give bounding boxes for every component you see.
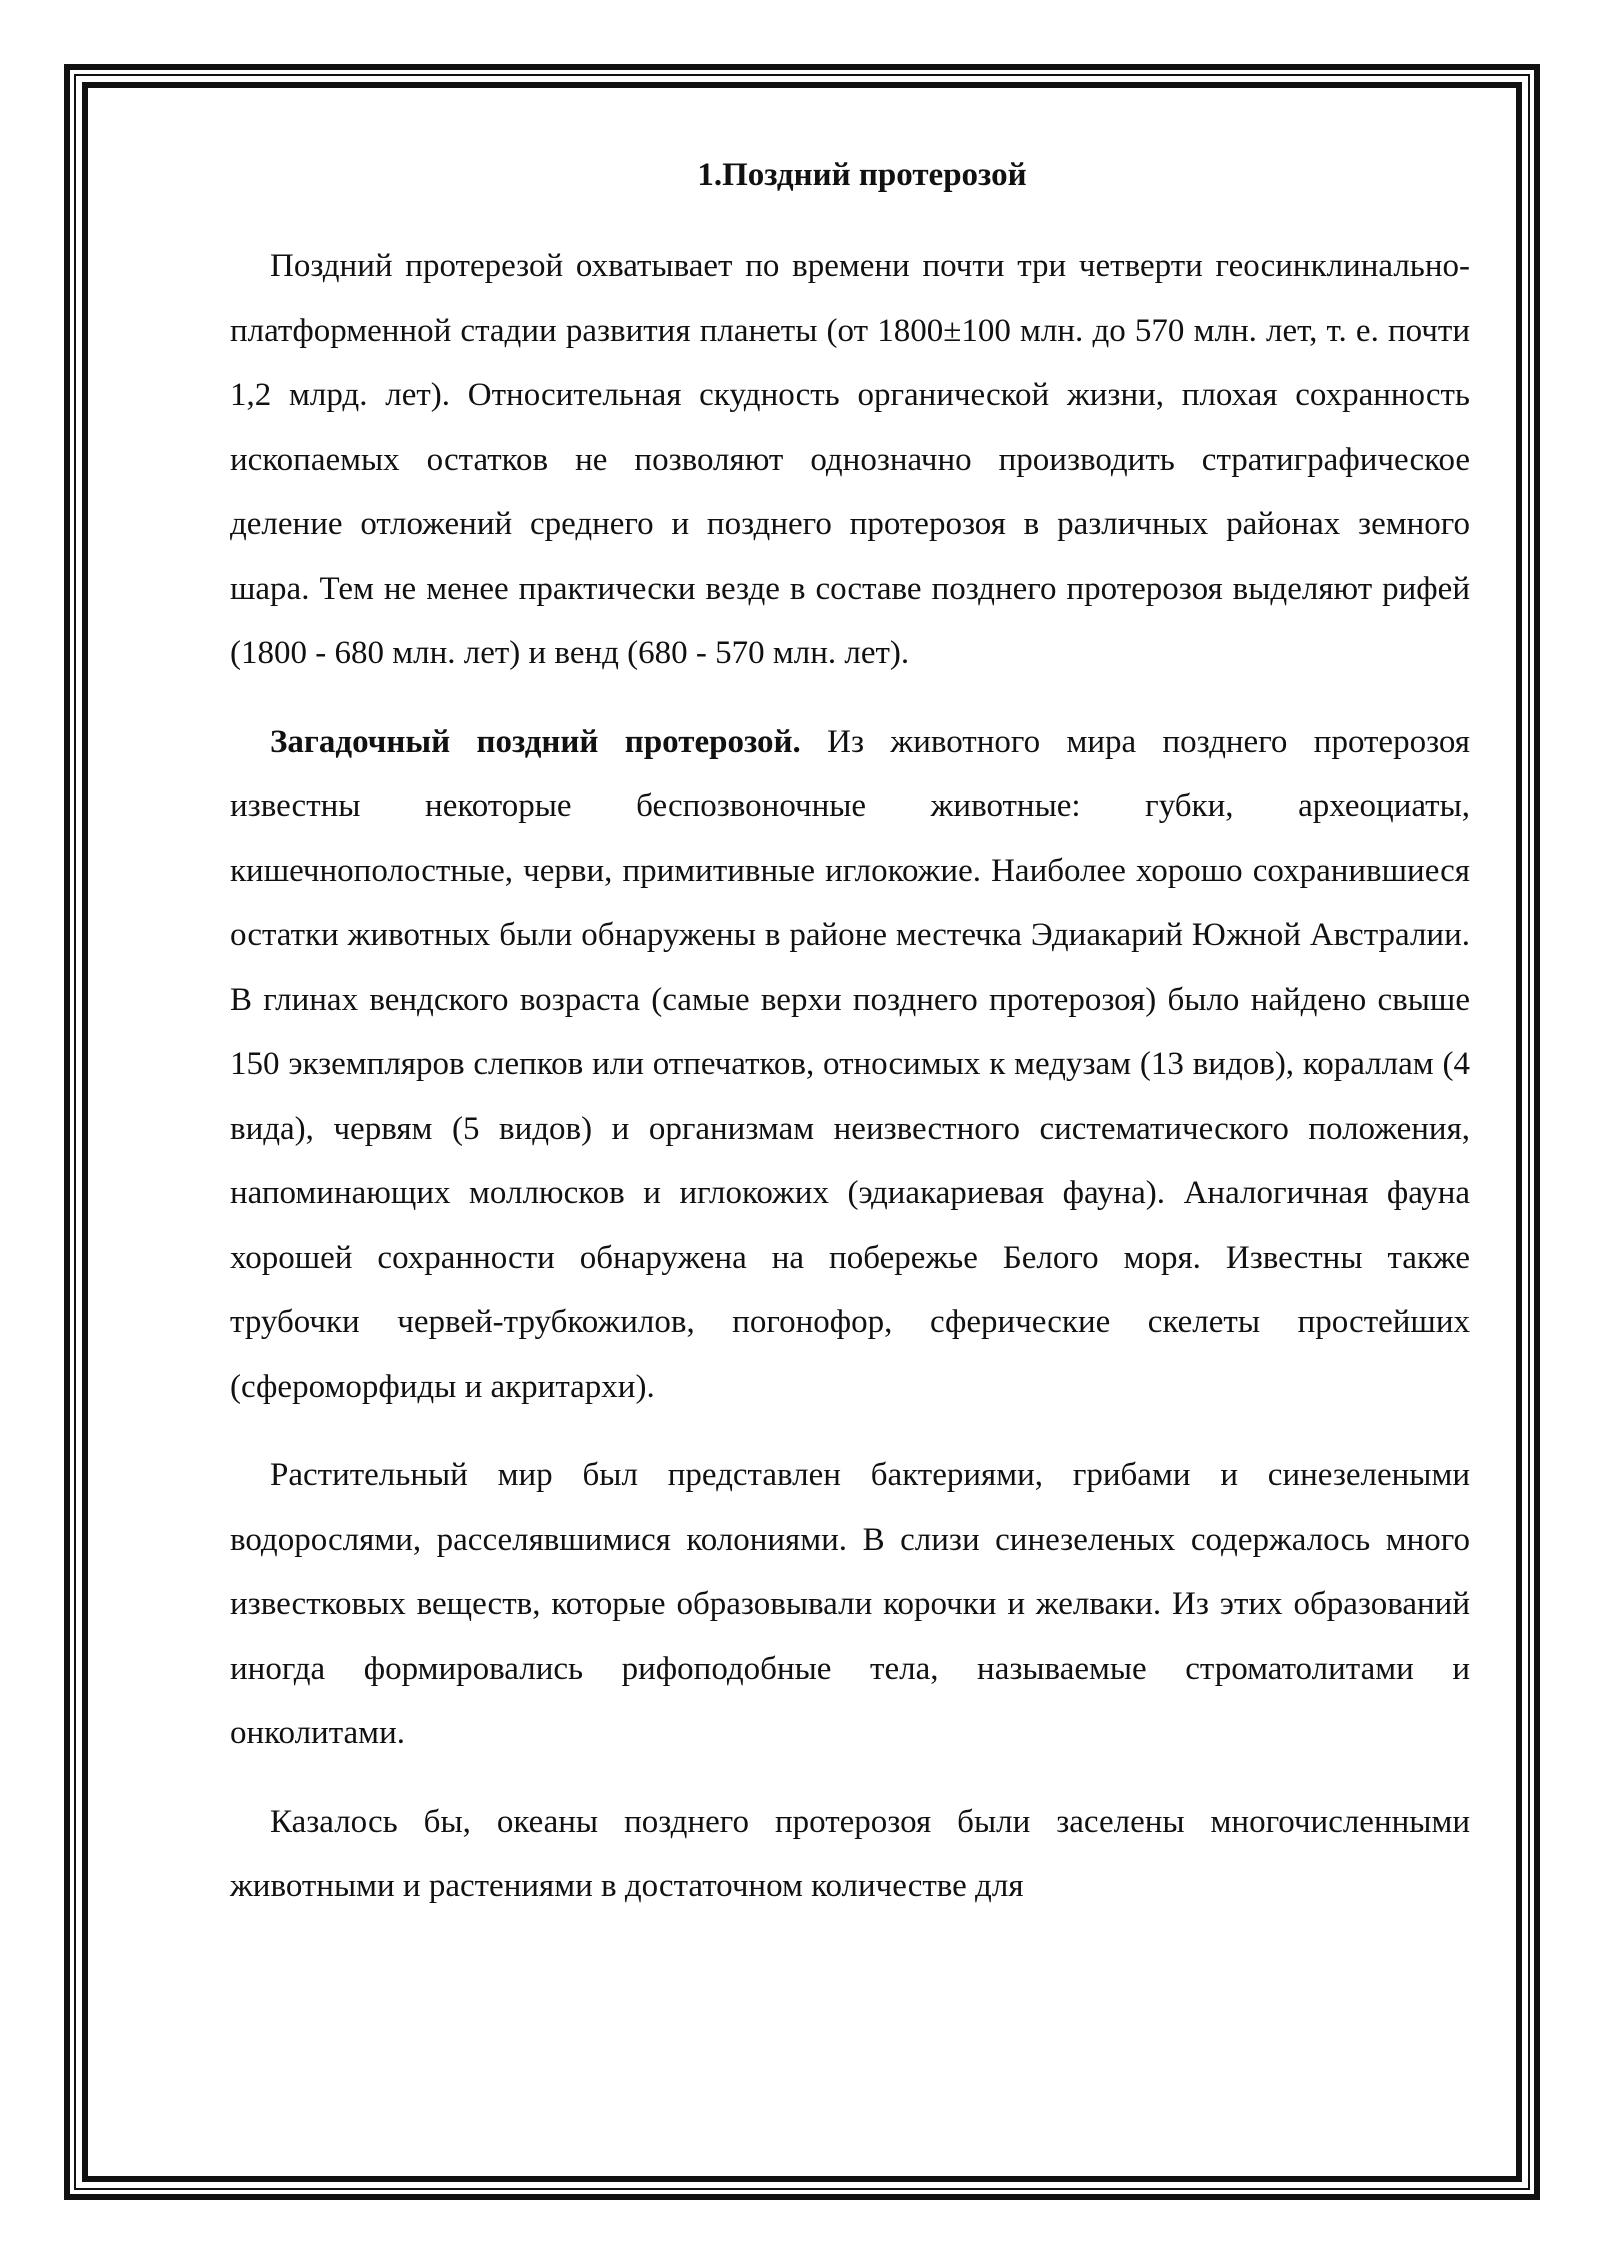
paragraph-3-text: Растительный мир был представлен бактериями, грибами и синезелеными водорослями, расселявшимися колониями. В слизи синезеленых содержалось много известковых веществ, которые образовывали корочки и желваки. Из этих образований иногда формировались рифоподобные тела, называемые строматолитами и онколитами. bbox=[230, 1457, 1470, 1751]
paragraph-2-text: Из животного мира позднего протерозоя известны некоторые беспозвоночные животные: губки, археоциаты, кишечнополостные, черви, примитивные иглокожие. Наиболее хорошо сохранившиеся остатки животных были обнаружены в районе местечка Эдиакарий Южной Австралии. В глинах вендского возраста (самые верхи позднего протерозоя) было найдено свыше 150 экземпляров слепков или отпечатков, относимых к медузам (13 видов), кораллам (4 вида), червям (5 видов) и организмам неизвестного систематического положения, напоминающих моллюсков и иглокожих (эдиакариевая фауна). Аналогичная фауна хорошей сохранности обнаружена на побережье Белого моря. Известны также трубочки червей-трубкожилов, погонофор, сферические скелеты простейших (сфероморфиды и акритархи). bbox=[230, 723, 1470, 1405]
paragraph-1 bbox=[230, 234, 1470, 686]
paragraph-4-text: Казалось бы, океаны позднего протерозоя были заселены многочисленными животными и растениями в достаточном количестве для bbox=[230, 1803, 1470, 1904]
paragraph-4 bbox=[230, 1790, 1470, 1919]
paragraph-2 bbox=[230, 710, 1470, 1420]
document-body bbox=[230, 150, 1470, 1943]
page-title: 1.Поздний протерозой bbox=[697, 157, 1027, 193]
paragraph-1-text: Поздний протерезой охватывает по времени почти три четверти геосинклинально-платформенной стадии развития планеты (от 1800±100 млн. до 570 млн. лет, т. е. почти 1,2 млрд. лет). Относительная скудность органической жизни, плохая сохранность ископаемых остатков не позволяют однозначно производить стратиграфическое деление отложений среднего и позднего протерозоя в различных районах земного шара. Тем не менее практически везде в составе позднего протерозоя выделяют рифей (1800 - 680 млн. лет) и венд (680 - 570 млн. лет). bbox=[230, 248, 1470, 671]
paragraph-2-lead: Загадочный поздний протерозой. bbox=[270, 723, 801, 760]
paragraph-3 bbox=[230, 1443, 1470, 1766]
